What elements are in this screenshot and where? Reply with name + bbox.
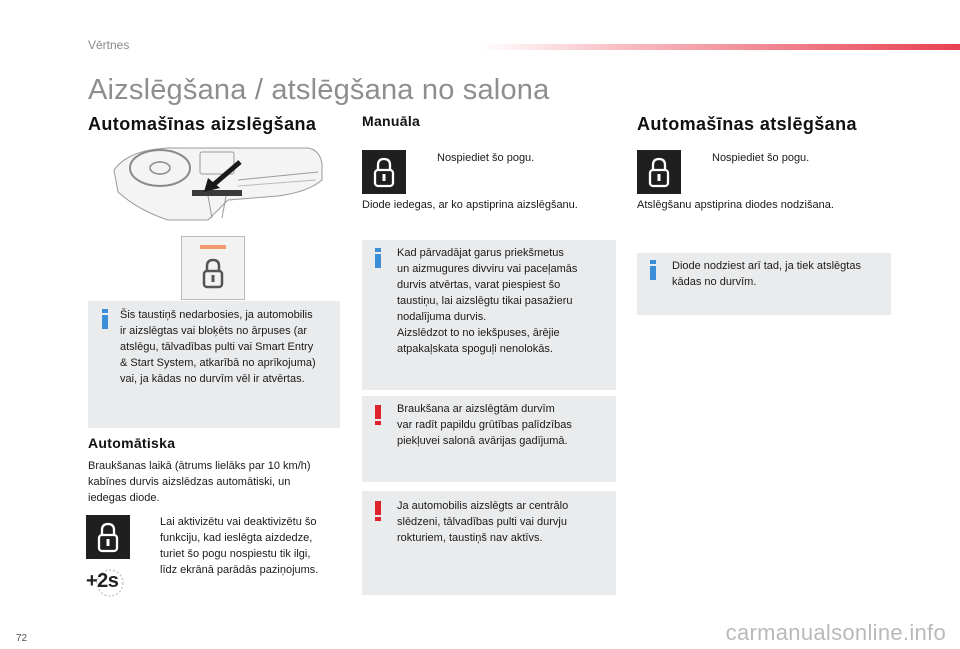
warning-line: Braukšana ar aizslēgtām durvīm	[397, 403, 555, 415]
watermark: carmanualsonline.info	[725, 620, 946, 645]
info-line: durvis atvērtas, varat piespiest šo	[397, 279, 561, 291]
info-line: kādas no durvīm.	[672, 276, 757, 288]
info-note-left	[88, 301, 340, 428]
timer-badge-label: +2s	[86, 570, 119, 592]
warning-note-2	[362, 491, 616, 595]
instruction-line: funkciju, kad ieslēgta aizdedze,	[160, 532, 313, 544]
unlock-instruction: Nospiediet šo pogu.	[712, 152, 810, 164]
section-label: Vērtnes	[88, 38, 130, 52]
lock-icon	[97, 521, 119, 553]
dashboard-illustration	[108, 140, 324, 228]
info-note-middle	[362, 240, 616, 390]
info-line: atslēgu, tālvadības pulti vai Smart Entry	[120, 341, 314, 353]
lock-button-icon	[637, 150, 681, 194]
page-number: 72	[16, 633, 28, 644]
paragraph-line: kabīnes durvis aizslēdzas automātiski, un	[88, 476, 291, 488]
info-line: Šis taustiņš nedarbosies, ja automobilis	[120, 309, 313, 321]
manual-result: Diode iedegas, ar ko apstiprina aizslēgšanu.	[362, 199, 578, 211]
lock-icon	[373, 156, 395, 188]
lock-icon	[648, 156, 670, 188]
warning-note-1	[362, 396, 616, 482]
warning-icon	[375, 501, 381, 521]
info-line: vai, ja kādas no durvīm vēl ir atvērtas.	[120, 373, 305, 385]
instruction-line: Lai aktivizētu vai deaktivizētu šo	[160, 516, 317, 528]
warning-line: rokturiem, taustiņš nav aktīvs.	[397, 532, 543, 544]
manual-instruction: Nospiediet šo pogu.	[437, 152, 535, 164]
lock-button-icon	[362, 150, 406, 194]
info-icon	[375, 248, 381, 268]
instruction-line: līdz ekrānā parādās paziņojums.	[160, 564, 319, 576]
warning-line: Ja automobilis aizslēgts ar centrālo	[397, 500, 569, 512]
automatic-heading: Automātiska	[88, 435, 176, 451]
lock-button-icon	[86, 515, 130, 559]
warning-line: var radīt papildu grūtības palīdzības	[397, 419, 572, 431]
info-line: ir aizslēgtas vai bloķēts no ārpuses (ar	[120, 325, 308, 337]
led-indicator	[200, 245, 226, 249]
warning-icon	[375, 405, 381, 425]
info-line: Aizslēdzot to no iekšpuses, ārējie	[397, 327, 560, 339]
paragraph-line: iedegas diode.	[88, 492, 160, 504]
page-title: Aizslēgšana / atslēgšana no salona	[88, 74, 550, 106]
lock-icon	[201, 257, 225, 289]
manual-heading: Manuāla	[362, 113, 421, 129]
info-line: atpakaļskata spoguļi nenolokās.	[397, 343, 553, 355]
info-line: nodalījuma durvis.	[397, 311, 487, 323]
automatic-instructions	[160, 514, 318, 578]
info-line: taustiņu, lai aizslēgtu tikai pasažieru	[397, 295, 573, 307]
lock-button-closeup	[181, 236, 245, 300]
instruction-line: turiet šo pogu nospiestu tik ilgi,	[160, 548, 311, 560]
warning-line: slēdzeni, tālvadības pulti vai durvju	[397, 516, 567, 528]
info-note-right	[637, 253, 891, 315]
timer-badge	[86, 566, 130, 600]
header-accent-bar	[480, 44, 960, 50]
info-icon	[102, 309, 108, 329]
info-line: un aizmugures divviru vai paceļamās	[397, 263, 578, 275]
automatic-paragraph	[88, 458, 311, 506]
paragraph-line: Braukšanas laikā (ātrums lielāks par 10 km/h)	[88, 460, 311, 472]
warning-line: piekļuvei salonā avārijas gadījumā.	[397, 435, 568, 447]
unlock-result: Atslēgšanu apstiprina diodes nodzišana.	[637, 199, 834, 211]
info-line: Diode nodziest arī tad, ja tiek atslēgtas	[672, 260, 861, 272]
info-line: Kad pārvadājat garus priekšmetus	[397, 247, 564, 259]
locking-heading: Automašīnas aizslēgšana	[88, 114, 317, 134]
info-line: & Start System, atkarībā no aprīkojuma)	[120, 357, 316, 369]
info-icon	[650, 260, 656, 280]
unlocking-heading: Automašīnas atslēgšana	[637, 114, 857, 134]
